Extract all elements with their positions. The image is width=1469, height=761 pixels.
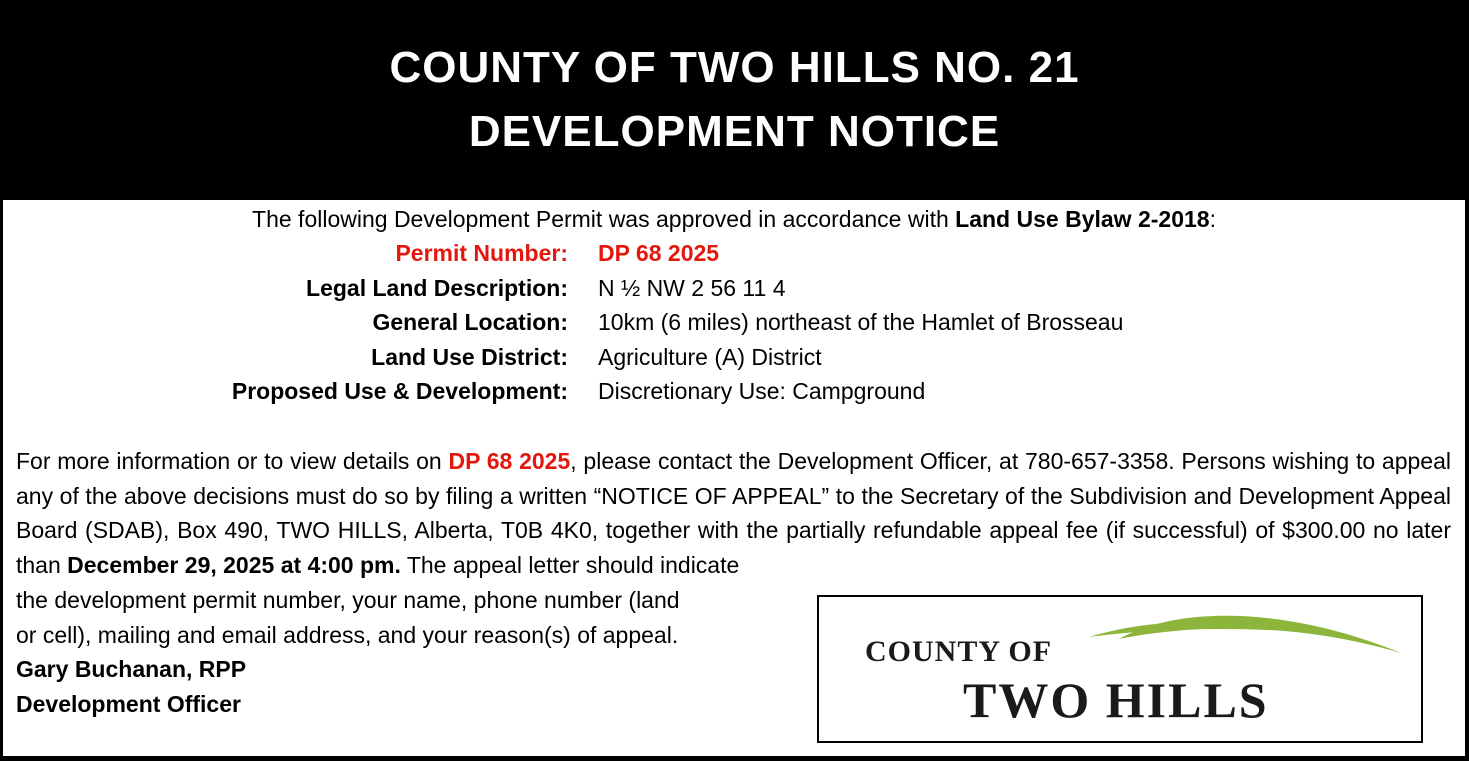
appeal-paragraph (16, 444, 1451, 582)
field-value: 10km (6 miles) northeast of the Hamlet of Brosseau (598, 309, 1124, 335)
signature-title: Development Officer (16, 690, 241, 717)
field-label: Land Use District: (371, 343, 568, 370)
logo-swoosh-icon (1119, 616, 1401, 653)
county-logo-graphic (819, 597, 1421, 741)
intro-colon: : (1209, 206, 1216, 232)
field-permit-number (3, 238, 1465, 273)
para-text: , please contact the Development Officer, at 780-657-3358. Persons wishing to appeal any of the above decisions must do so by filing a written “NOTICE OF APPEAL” to the Secretary of the Subdivision and Development Appeal Board (SDAB), Box 490, TWO HILLS, Alberta, T0B 4K0, together with the partially refundable appeal fee (if successful) of $300.00 no later than (16, 448, 1451, 578)
tail-line: the development permit number, your name, phone number (land (16, 587, 680, 613)
field-proposed-use (3, 376, 1465, 411)
field-land-use-district (3, 342, 1465, 377)
tail-line: or cell), mailing and email address, and your reason(s) of appeal. (16, 621, 679, 648)
field-label: Permit Number: (395, 240, 568, 266)
field-value: Agriculture (A) District (598, 343, 822, 370)
field-value: Discretionary Use: Campground (598, 378, 926, 404)
intro-sentence (3, 204, 1465, 234)
field-label: General Location: (372, 309, 568, 335)
header-title-notice: DEVELOPMENT NOTICE (468, 107, 1001, 156)
appeal-deadline: December 29, 2025 at 4:00 pm. (67, 551, 401, 578)
intro-text: The following Development Permit was approved in accordance with (252, 206, 956, 232)
para-text: The appeal letter should indicate (400, 551, 740, 578)
header-title-county: COUNTY OF TWO HILLS NO. 21 (389, 43, 1080, 92)
para-text: For more information or to view details on (16, 448, 449, 474)
field-legal-land-description (3, 273, 1465, 308)
county-logo (817, 595, 1423, 743)
field-label: Proposed Use & Development: (231, 378, 568, 404)
logo-text-county: COUNTY OF (865, 635, 1053, 668)
bylaw-reference: Land Use Bylaw 2-2018 (955, 206, 1210, 232)
field-value: DP 68 2025 (598, 240, 720, 266)
field-label: Legal Land Description: (306, 274, 568, 301)
appeal-paragraph-continued (16, 583, 806, 721)
permit-reference: DP 68 2025 (448, 448, 571, 474)
notice-body (3, 200, 1465, 756)
notice-header (0, 0, 1469, 198)
logo-text-two-hills: TWO HILLS (963, 672, 1269, 728)
field-general-location (3, 307, 1465, 342)
signature-name: Gary Buchanan, RPP (16, 656, 247, 682)
permit-fields (3, 238, 1465, 411)
field-value: N ½ NW 2 56 11 4 (598, 274, 786, 301)
